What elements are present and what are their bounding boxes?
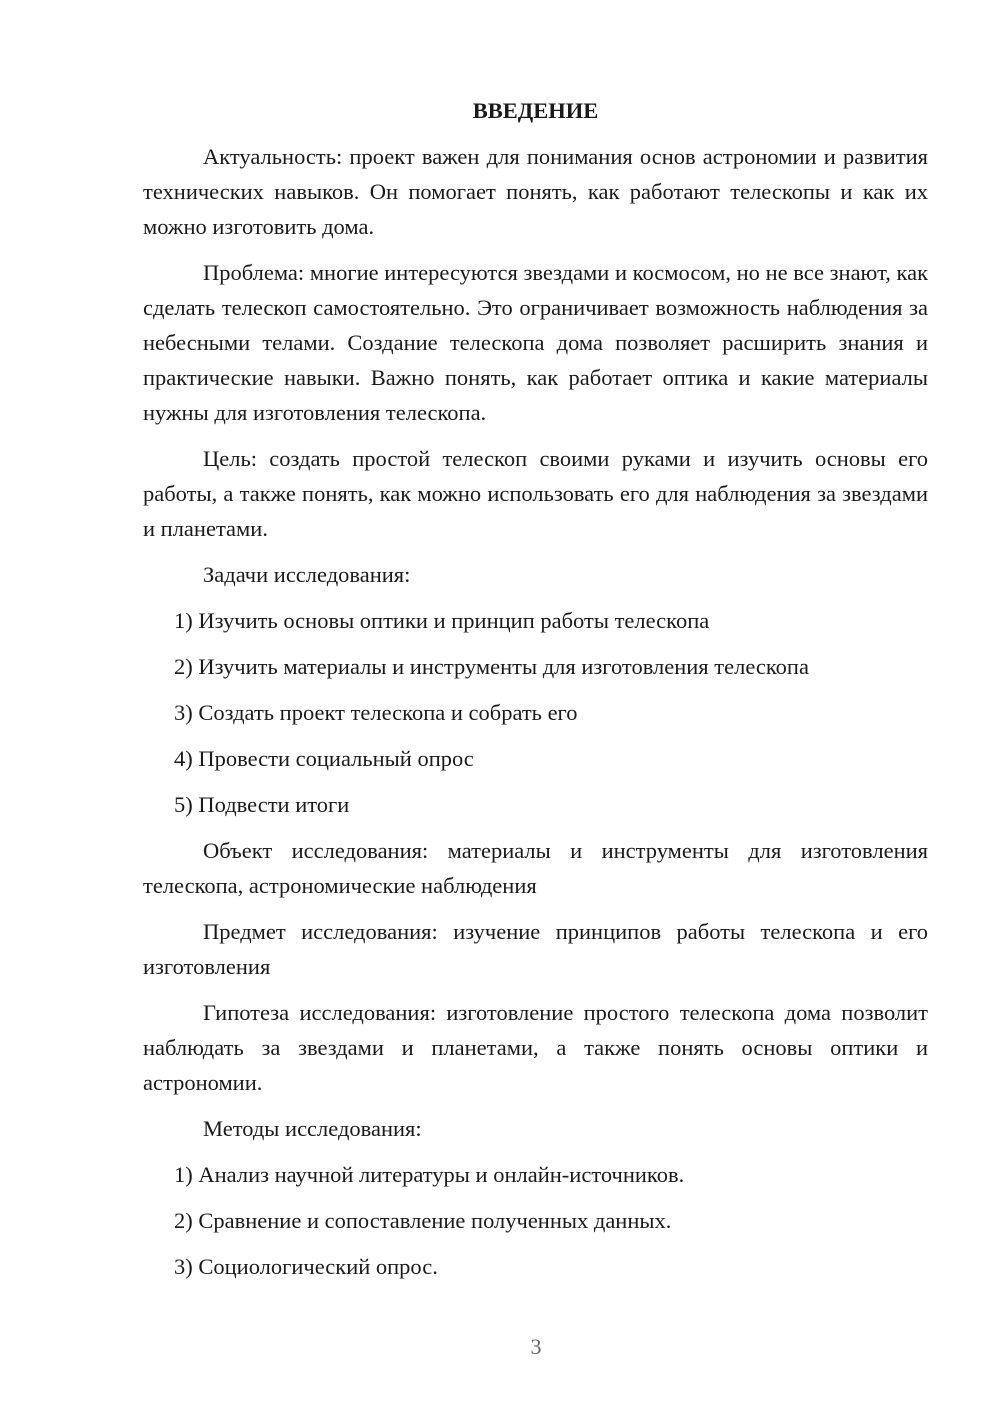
- method-item: 2) Сравнение и сопоставление полученных данных.: [174, 1208, 672, 1233]
- task-item: 5) Подвести итоги: [174, 792, 350, 817]
- section-title: ВВЕДЕНИЕ: [472, 98, 599, 123]
- task-item: 3) Создать проект телескопа и собрать его: [174, 700, 578, 725]
- task-item: 1) Изучить основы оптики и принцип работы телескопа: [174, 608, 710, 633]
- problem-paragraph: Проблема: многие интересуются звездами и космосом, но не все знают, как сделать телескоп самостоятельно. Это ограничивает возможность наблюдения за небесными телами. Создание телескопа дома позволяет расширить знания и практические навыки. Важно понять, как работает оптика и какие материалы нужны для изготовления телескопа.: [143, 260, 928, 425]
- tasks-heading: Задачи исследования:: [203, 562, 411, 587]
- methods-heading: Методы исследования:: [203, 1116, 422, 1141]
- task-item: 2) Изучить материалы и инструменты для изготовления телескопа: [174, 654, 809, 679]
- object-paragraph: Объект исследования: материалы и инструменты для изготовления телескопа, астрономические наблюдения: [143, 838, 928, 898]
- task-item: 4) Провести социальный опрос: [174, 746, 474, 771]
- page-content: [143, 93, 928, 1295]
- goal-paragraph: Цель: создать простой телескоп своими руками и изучить основы его работы, а также понять, как можно использовать его для наблюдения за звездами и планетами.: [143, 446, 928, 541]
- method-item: 1) Анализ научной литературы и онлайн-источников.: [174, 1162, 685, 1187]
- subject-paragraph: Предмет исследования: изучение принципов работы телескопа и его изготовления: [143, 919, 928, 979]
- hypothesis-paragraph: Гипотеза исследования: изготовление простого телескопа дома позволит наблюдать за звездами и планетами, а также понять основы оптики и астрономии.: [143, 1000, 928, 1095]
- relevance-paragraph: Актуальность: проект важен для понимания основ астрономии и развития технических навыков. Он помогает понять, как работают телескопы и как их можно изготовить дома.: [143, 144, 928, 239]
- page-number: 3: [530, 1334, 542, 1359]
- method-item: 3) Социологический опрос.: [174, 1254, 438, 1279]
